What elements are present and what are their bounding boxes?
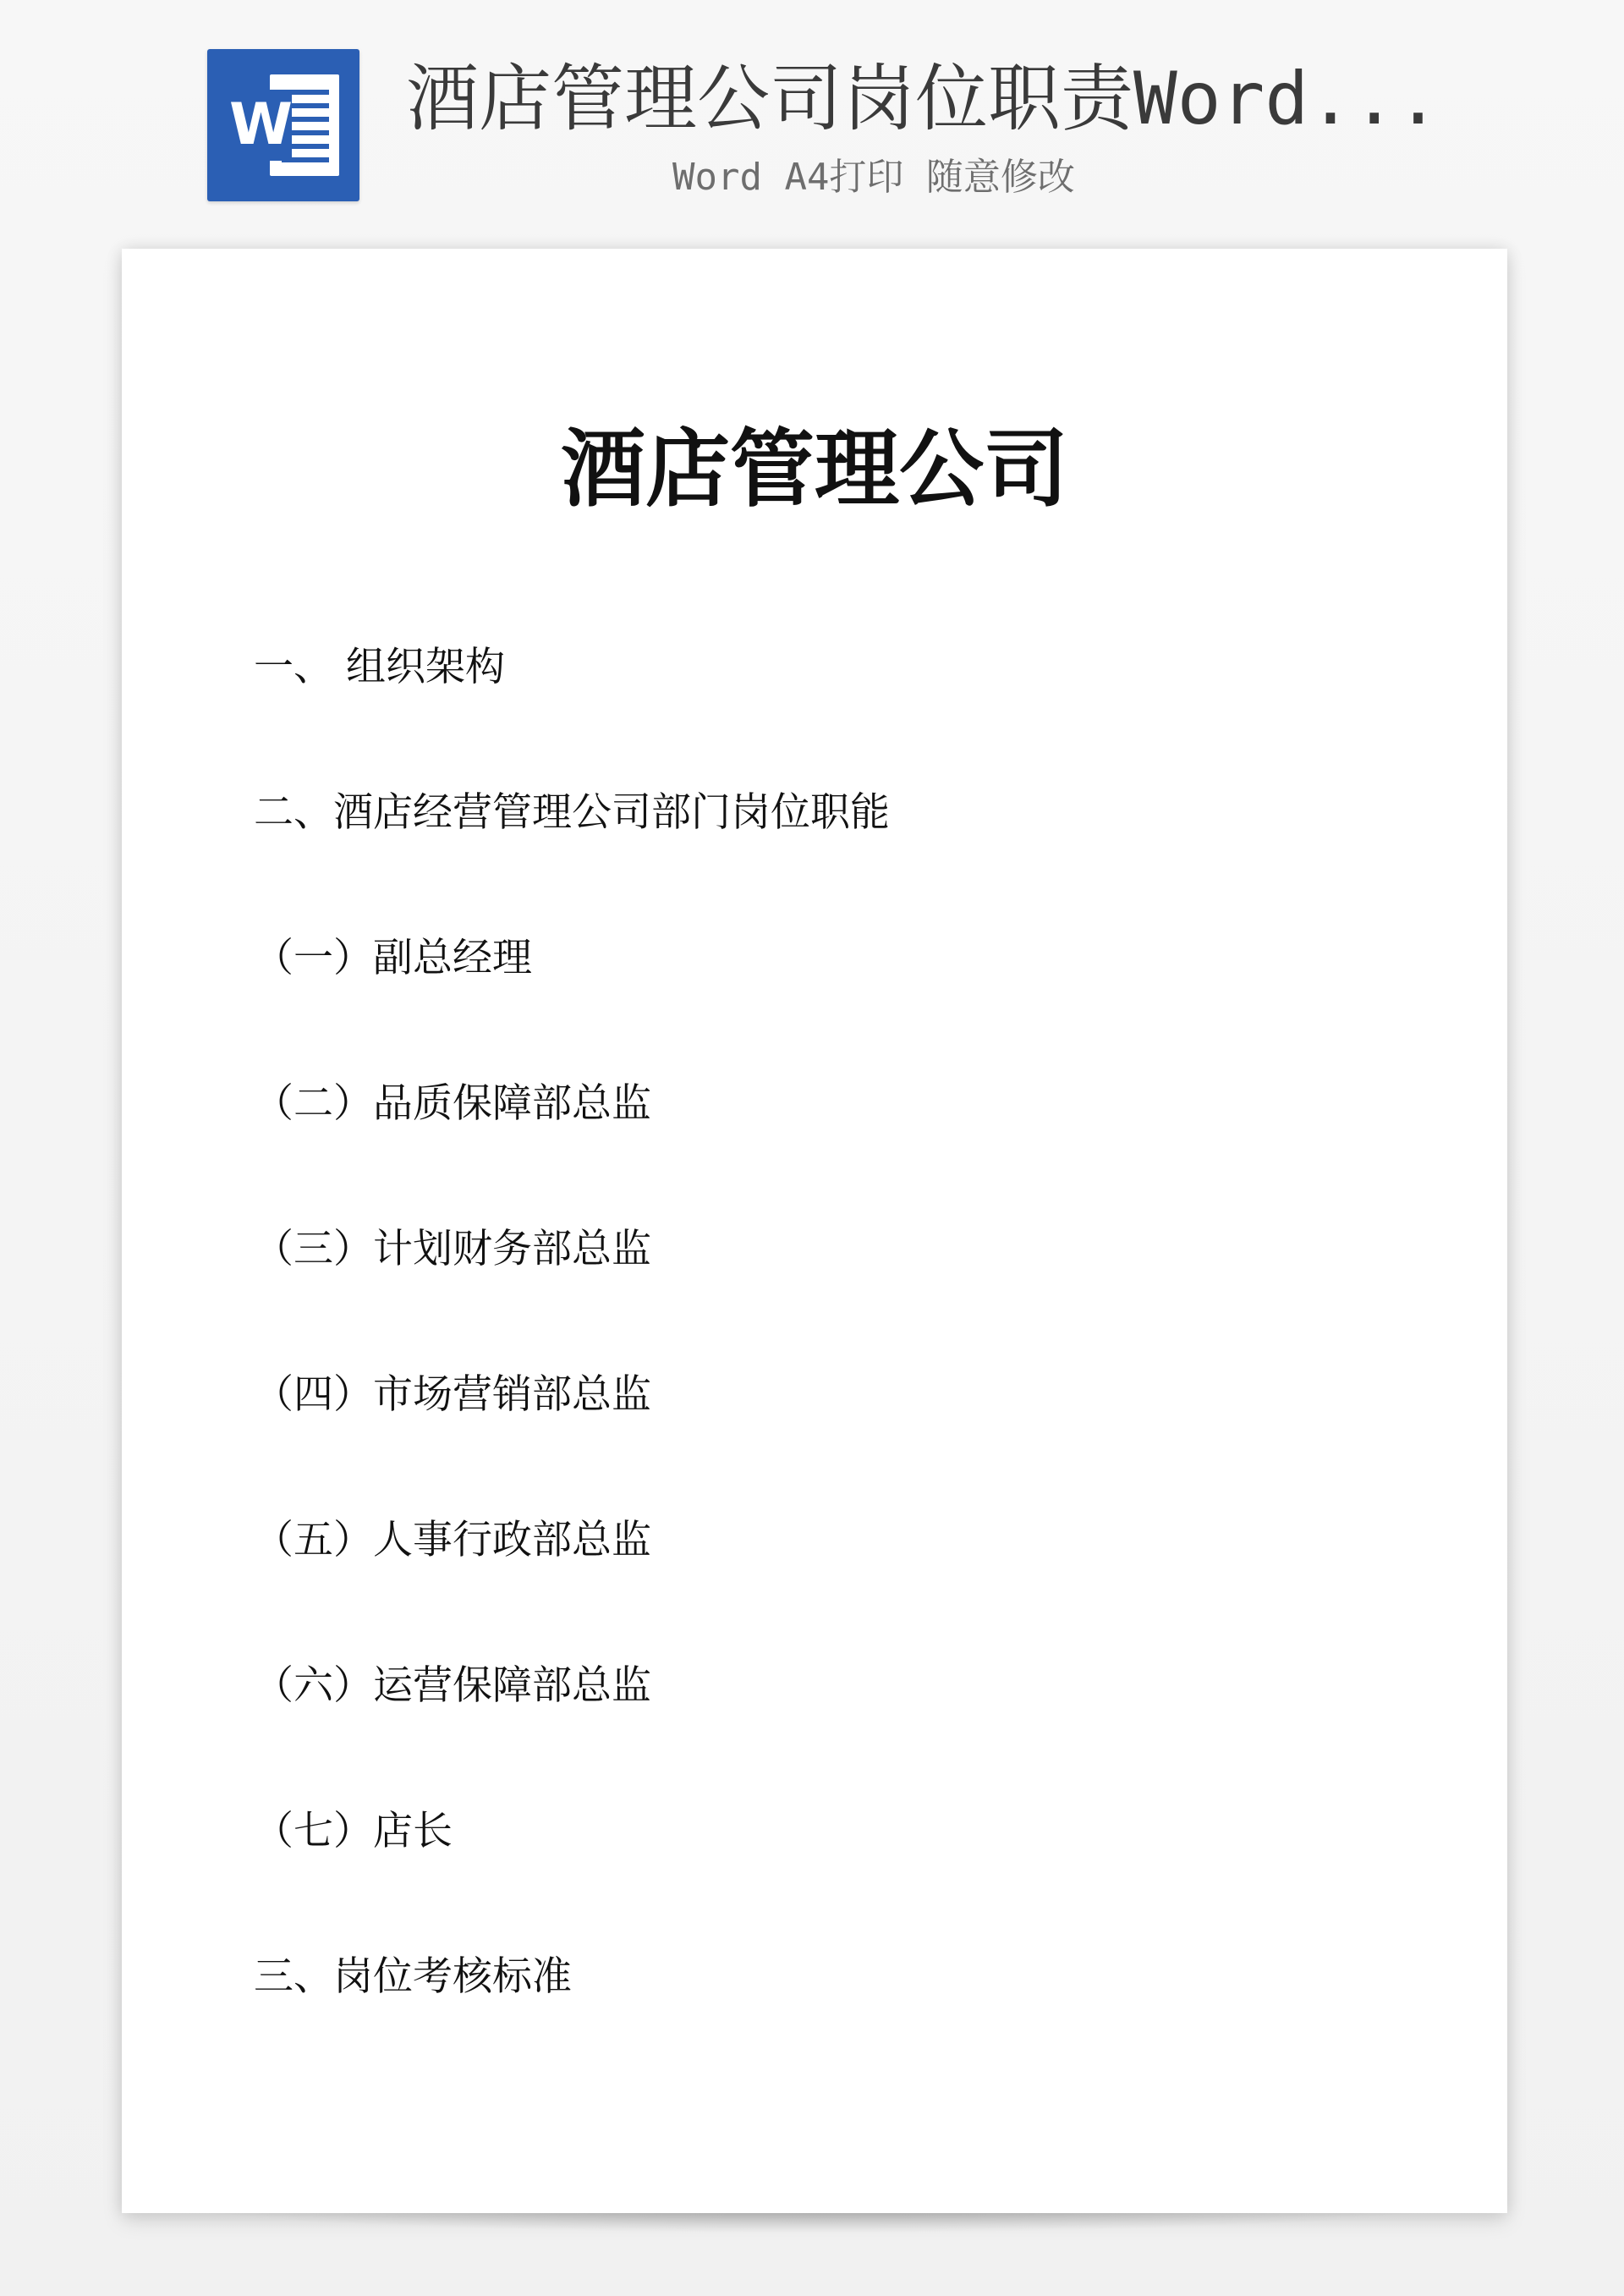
- toc-item: 一、 组织架构: [254, 644, 505, 690]
- document-title: 酒店管理公司: [561, 419, 1068, 519]
- table-of-contents: [254, 634, 1353, 2089]
- toc-item: （一）副总经理: [254, 935, 532, 981]
- word-w-letter: W: [229, 90, 292, 161]
- document-page: [122, 249, 1507, 2213]
- header-banner: [0, 0, 1624, 220]
- toc-item: （四）市场营销部总监: [254, 1371, 651, 1418]
- toc-item: （六）运营保障部总监: [254, 1662, 651, 1709]
- banner-subtitle: Word A4打印 随意修改: [672, 156, 1075, 199]
- toc-item: （三）计划财务部总监: [254, 1226, 651, 1272]
- toc-item: （五）人事行政部总监: [254, 1517, 651, 1563]
- toc-item: 三、岗位考核标准: [254, 1953, 572, 2000]
- toc-item: （二）品质保障部总监: [254, 1080, 651, 1127]
- toc-item: （七）店长: [254, 1808, 453, 1854]
- toc-item: 二、酒店经营管理公司部门岗位职能: [254, 789, 890, 836]
- banner-title: 酒店管理公司岗位职责Word...: [406, 57, 1440, 141]
- word-app-icon: [207, 49, 359, 201]
